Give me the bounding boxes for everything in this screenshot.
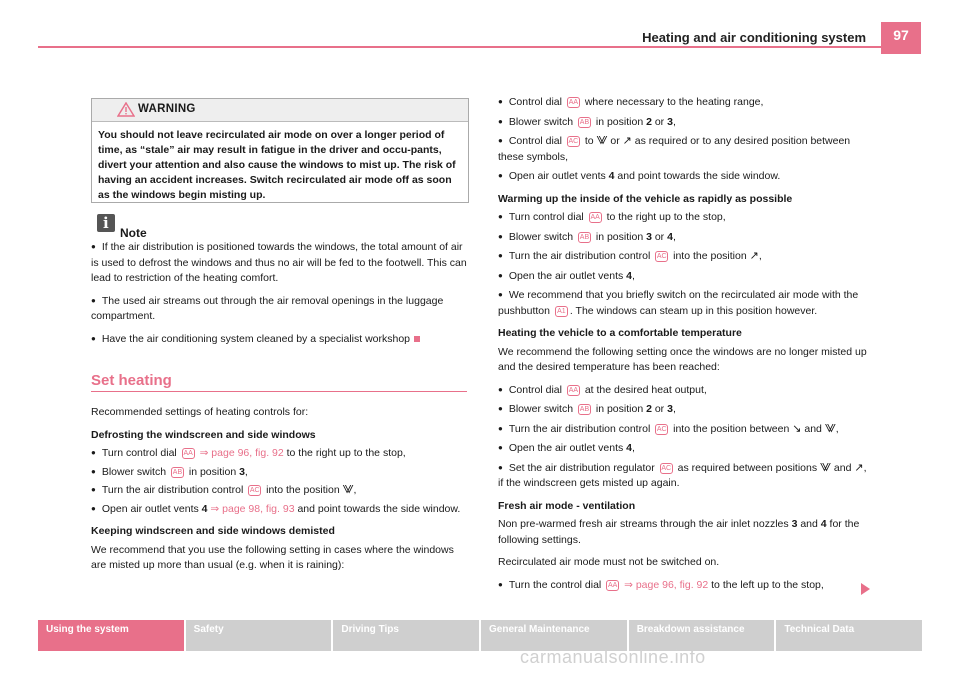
list-item: ● Control dial AA at the desired heat output, xyxy=(498,383,870,399)
list-item: ● Control dial AA where necessary to the heating range, xyxy=(498,95,870,111)
section-title: Set heating xyxy=(91,372,172,389)
page-ref-link[interactable]: ⇒ page 96, fig. 92 xyxy=(624,578,709,591)
list-item: ● Set the air distribution regulator AC as required between positions ⨈ and ↗, if the windscreen gets misted up again. xyxy=(498,461,870,492)
list-item: ● Turn the air distribution control AC into the position ↗, xyxy=(498,249,870,265)
list-item: ● Turn control dial AA ⇒ page 96, fig. 92 to the right up to the stop, xyxy=(91,446,467,462)
warning-header xyxy=(92,99,468,122)
note-bullet: ● The used air streams out through the air removal openings in the luggage compartment. xyxy=(91,294,467,325)
right-column-body xyxy=(498,95,870,600)
windscreen-footwell-icon: ↗ xyxy=(622,135,632,147)
paragraph: We recommend the following setting once the windows are no longer misted up and the desired temperature has been reached: xyxy=(498,345,867,373)
header-rule xyxy=(38,46,881,48)
watermark: carmanualsonline.info xyxy=(520,647,706,667)
list-item: ● Turn the control dial AA ⇒ page 96, fig. 92 to the left up to the stop, xyxy=(498,578,870,594)
list-item: ● Blower switch AB in position 3, xyxy=(91,465,467,481)
nav-tab-safety[interactable]: Safety xyxy=(186,620,332,651)
list-item: ● Turn the air distribution control AC into the position ⨈, xyxy=(91,483,467,499)
subheading-comfort: Heating the vehicle to a comfortable temperature xyxy=(498,327,742,339)
nav-tab-driving-tips[interactable]: Driving Tips xyxy=(333,620,479,651)
note-bullet: ● Have the air conditioning system cleaned by a specialist workshop xyxy=(91,332,467,348)
paragraph: Non pre-warmed fresh air streams through the air inlet nozzles 3 and 4 for the following settings. xyxy=(498,518,860,546)
nav-tab-using-the-system[interactable]: Using the system xyxy=(38,620,184,651)
page-ref-link[interactable]: ⇒ page 98, fig. 93 xyxy=(210,502,295,515)
windscreen-defrost-icon: ⨈ xyxy=(596,135,608,147)
nav-tab-general-maintenance[interactable]: General Maintenance xyxy=(481,620,627,651)
subheading-warming: Warming up the inside of the vehicle as rapidly as possible xyxy=(498,192,793,205)
next-page-arrow-icon[interactable] xyxy=(861,583,870,595)
paragraph: We recommend that you use the following setting in cases where the windows are misted up more than usual (e.g. when it is raining): xyxy=(91,543,454,571)
windscreen-footwell-icon: ↗ xyxy=(749,250,759,262)
windscreen-footwell-icon: ↗ xyxy=(854,461,864,474)
list-item: ● Blower switch AB in position 2 or 3, xyxy=(498,402,870,418)
left-column-body xyxy=(91,405,467,581)
warning-triangle-icon xyxy=(117,102,135,117)
list-item: ● Open air outlet vents 4 and point towards the side window. xyxy=(498,169,870,185)
page-header-title: Heating and air conditioning system xyxy=(642,30,866,45)
nav-tab-breakdown-assistance[interactable]: Breakdown assistance xyxy=(629,620,775,651)
section-rule xyxy=(91,391,467,392)
footwell-icon: ↘ xyxy=(792,422,802,435)
end-marker-icon xyxy=(414,336,420,342)
page-ref-link[interactable]: ⇒ page 96, fig. 92 xyxy=(199,447,284,459)
list-item: ● Blower switch AB in position 2 or 3, xyxy=(498,115,870,131)
list-item: ● Open the air outlet vents 4, xyxy=(498,269,870,285)
warning-label: WARNING xyxy=(138,103,196,115)
subheading-fresh-air: Fresh air mode - ventilation xyxy=(498,499,636,512)
windscreen-defrost-icon: ⨈ xyxy=(342,484,354,496)
note-bullet: ● If the air distribution is positioned towards the windows, the total amount of air is used to defrost the windows and thus no air will be fed to the footwell. This can lead to restriction of the heating comfort. xyxy=(91,240,467,287)
subheading-defrost: Defrosting the windscreen and side windows xyxy=(91,428,316,441)
note-list xyxy=(91,240,467,354)
bottom-nav xyxy=(38,620,922,651)
windscreen-defrost-icon: ⨈ xyxy=(824,422,836,435)
paragraph: Recirculated air mode must not be switched on. xyxy=(498,556,720,568)
section-intro: Recommended settings of heating controls for: xyxy=(91,406,309,418)
list-item: ● Blower switch AB in position 3 or 4, xyxy=(498,230,870,246)
list-item: ● Open the air outlet vents 4, xyxy=(498,441,870,457)
subheading-demisted: Keeping windscreen and side windows demisted xyxy=(91,525,335,537)
list-item: ● Turn control dial AA to the right up to the stop, xyxy=(498,210,870,226)
nav-tab-technical-data[interactable]: Technical Data xyxy=(776,620,922,651)
warning-box xyxy=(91,98,469,203)
list-item: ● Open air outlet vents 4 ⇒ page 98, fig. 93 and point towards the side window. xyxy=(91,502,467,518)
list-item: ● Turn the air distribution control AC into the position between ↘ and ⨈, xyxy=(498,422,870,438)
warning-text: You should not leave recirculated air mode on over a longer period of time, as “stale” air may result in fatigue in the driver and occu-pants, divert your attention and also cause the windows to mist up. The risk of having an accident increases. Switch recirculated air mode off as soon as the windows begin misting up. xyxy=(98,129,456,201)
note-icon: i xyxy=(97,214,115,232)
page-number: 97 xyxy=(893,27,909,43)
windscreen-defrost-icon: ⨈ xyxy=(820,461,831,474)
list-item: ● Control dial AC to ⨈ or ↗ as required or to any desired position between these symbols, xyxy=(498,134,870,165)
note-label: Note xyxy=(120,226,147,240)
list-item: ● We recommend that you briefly switch on the recirculated air mode with the pushbutton A1 . The windows can steam up in this position however. xyxy=(498,288,870,319)
